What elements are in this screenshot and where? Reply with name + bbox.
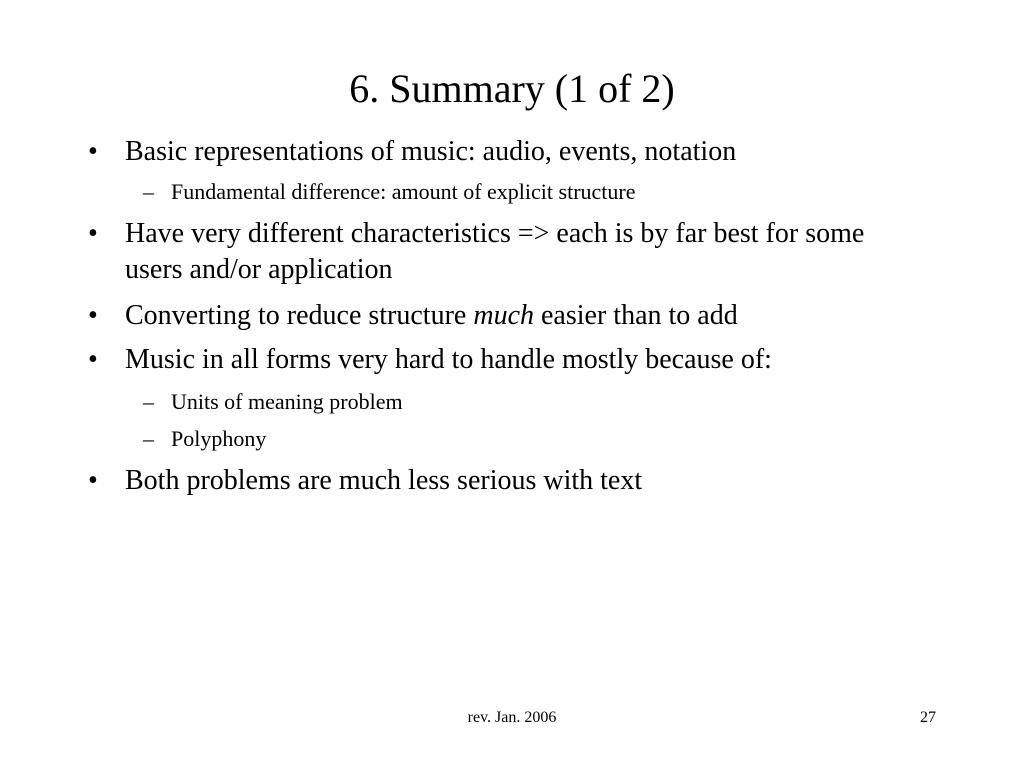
sub-bullet-marker: – [143,426,154,451]
bullet-text-after: easier than to add [534,300,738,331]
sub-bullet-marker: – [143,389,154,414]
sub-bullet-text: Units of meaning problem [171,389,403,414]
bullet-text: Both problems are much less serious with text [125,465,643,496]
bullet-text [125,298,925,334]
slide-title: 6. Summary (1 of 2) [349,66,675,111]
sub-bullet-marker: – [143,179,154,204]
bullet-marker: • [88,218,98,249]
bullet-text: Music in all forms very hard to handle mostly because of: [125,344,772,375]
bullet-marker: • [88,300,98,331]
bullet-marker: • [88,136,98,167]
bullet-text: Have very different characteristics => each is by far best for some users and/or application [125,218,865,285]
sub-bullet-text: Fundamental difference: amount of explicit structure [171,179,636,204]
bullet-marker: • [88,465,98,496]
footer-page-number: 27 [920,709,936,726]
sub-bullet-text: Polyphony [171,426,267,451]
bullet-text-emphasis: much [473,300,534,331]
bullet-text: Basic representations of music: audio, events, notation [125,136,737,167]
footer-revision: rev. Jan. 2006 [467,709,557,726]
bullet-marker: • [88,344,98,375]
bullet-text-before: Converting to reduce structure [125,300,474,331]
